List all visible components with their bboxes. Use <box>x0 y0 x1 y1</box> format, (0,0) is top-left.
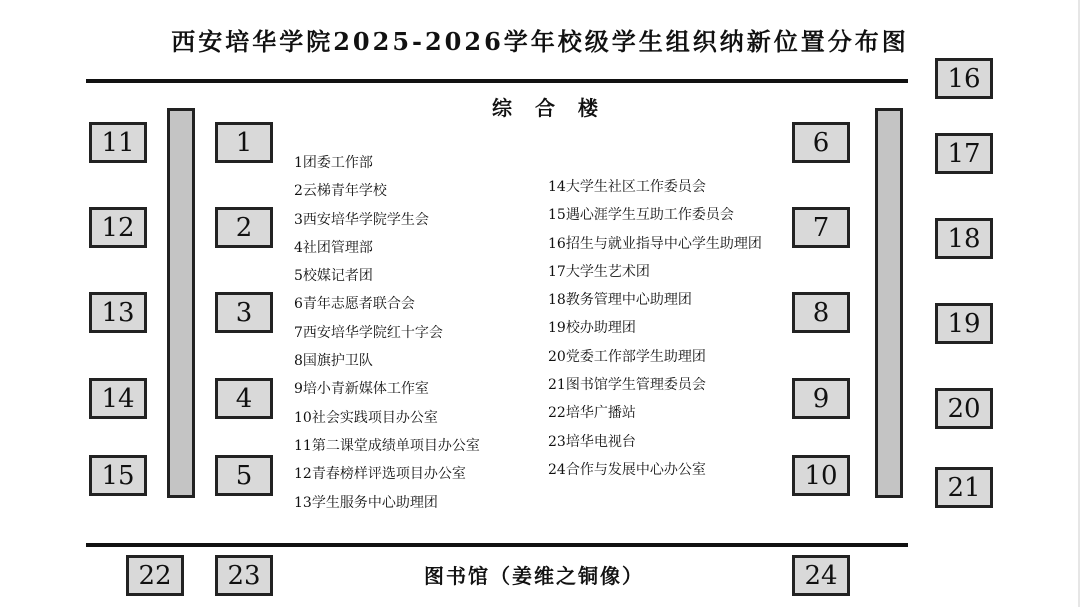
list-item: 9培小青新媒体工作室 <box>294 381 429 398</box>
list-item: 23培华电视台 <box>548 433 636 450</box>
right-walkway-pillar <box>875 108 903 498</box>
list-item: 5校媒记者团 <box>294 268 373 285</box>
list-item: 4社团管理部 <box>294 239 373 256</box>
list-item: 1团委工作部 <box>294 155 373 171</box>
booth-22: 22 <box>126 555 184 596</box>
list-item: 21图书馆学生管理委员会 <box>548 377 706 394</box>
booth-18: 18 <box>935 218 993 259</box>
booth-11: 11 <box>89 122 147 163</box>
list-item: 15遇心涯学生互助工作委员会 <box>548 207 734 224</box>
list-item: 22培华广播站 <box>548 405 636 422</box>
list-item: 20党委工作部学生助理团 <box>548 348 706 365</box>
booth-17: 17 <box>935 133 993 174</box>
list-item: 19校办助理团 <box>548 320 636 337</box>
list-item: 3西安培华学院学生会 <box>294 211 429 228</box>
booth-23: 23 <box>215 555 273 596</box>
library-label: 图书馆（姜维之铜像） <box>424 564 644 588</box>
top-boundary-line <box>86 79 908 83</box>
booth-24: 24 <box>792 555 850 596</box>
bottom-boundary-line <box>86 543 908 547</box>
list-item: 14大学生社区工作委员会 <box>548 179 706 195</box>
booth-14: 14 <box>89 378 147 419</box>
list-item: 11第二课堂成绩单项目办公室 <box>294 437 480 454</box>
booth-19: 19 <box>935 303 993 344</box>
booth-21: 21 <box>935 467 993 508</box>
map-title: 西安培华学院2025-2026学年校级学生组织纳新位置分布图 <box>171 27 909 56</box>
list-item: 7西安培华学院红十字会 <box>294 324 443 341</box>
list-item: 8国旗护卫队 <box>294 353 373 370</box>
organization-list-left <box>294 149 480 517</box>
list-item: 17大学生艺术团 <box>548 263 650 280</box>
booth-8: 8 <box>792 292 850 333</box>
booth-6: 6 <box>792 122 850 163</box>
list-item: 24合作与发展中心办公室 <box>548 461 706 478</box>
list-item: 2云梯青年学校 <box>294 183 387 200</box>
booth-10: 10 <box>792 455 850 496</box>
list-item: 16招生与就业指导中心学生助理团 <box>548 235 762 252</box>
booth-2: 2 <box>215 207 273 248</box>
booth-3: 3 <box>215 292 273 333</box>
left-walkway-pillar <box>167 108 195 498</box>
booth-15: 15 <box>89 455 147 496</box>
booth-1: 1 <box>215 122 273 163</box>
list-item: 6青年志愿者联合会 <box>294 296 415 313</box>
comprehensive-building-label: 综 合 楼 <box>492 96 606 120</box>
booth-16: 16 <box>935 58 993 99</box>
list-item: 12青春榜样评选项目办公室 <box>294 466 466 483</box>
booth-9: 9 <box>792 378 850 419</box>
booth-12: 12 <box>89 207 147 248</box>
list-item: 18教务管理中心助理团 <box>548 292 692 309</box>
booth-20: 20 <box>935 388 993 429</box>
list-item: 10社会实践项目办公室 <box>294 409 438 426</box>
booth-13: 13 <box>89 292 147 333</box>
list-item: 13学生服务中心助理团 <box>294 494 438 511</box>
booth-4: 4 <box>215 378 273 419</box>
booth-7: 7 <box>792 207 850 248</box>
booth-5: 5 <box>215 455 273 496</box>
organization-list-right <box>548 173 762 484</box>
